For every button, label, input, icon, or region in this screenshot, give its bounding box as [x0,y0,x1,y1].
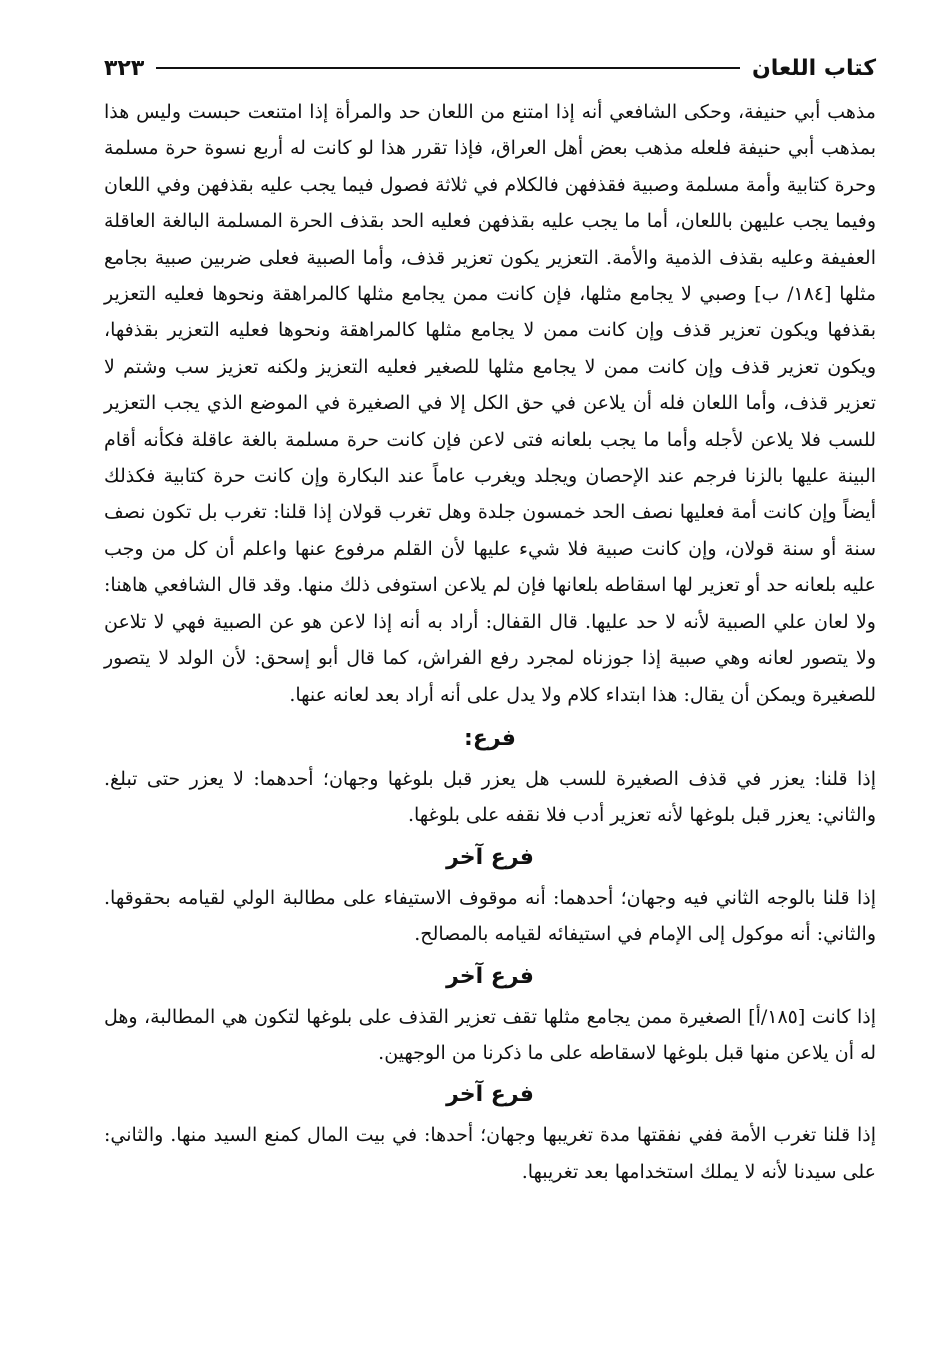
running-header [104,48,876,88]
branch-text-4: إذا قلنا تغرب الأمة ففي نفقتها مدة تغريبها وجهان؛ أحدها: في بيت المال كمنع السيد منها. والثاني: على سيدنا لأنه لا يملك استخدامها بعد تغريبها. [104,1124,876,1183]
branch-text-2: إذا قلنا بالوجه الثاني فيه وجهان؛ أحدهما: أنه موقوف الاستيفاء على مطالبة الولي لقيامه بحقوقها. والثاني: أنه موكول إلى الإمام في استيفائه لقيامه بالمصالح. [104,886,876,946]
main-paragraph: مذهب أبي حنيفة، وحكى الشافعي أنه إذا امتنع من اللعان حد والمرأة إذا امتنعت حبست وليس هذا بمذهب أبي حنيفة فلعله مذهب بعض أهل العراق، فإذا تقرر هذا لو كانت له أربع نسوة حرة مسلمة وحرة كتابية وأمة مسلمة وصبية فقذفهن فالكلام في ثلاثة فصول فيما يجب عليه بقذفهن وفي اللعان وفيما يجب عليهن باللعان، أما ما يجب عليه بقذفهن فعليه الحد بقذف الحرة المسلمة البالغة العاقلة العفيفة وعليه بقذف الذمية والأمة. التعزير يكون تعزير قذف، وأما الصبية فعلى ضربين صبية بجامع مثلها [١٨٤/ ب] وصبي لا يجامع مثلها، فإن كانت ممن يجامع مثلها كالمراهقة ونحوها فعليه التعزير بقذفها ويكون تعزير قذف وإن كانت ممن لا يجامع مثلها كالمراهقة ونحوها فعليه التعزير بقذفها، ويكون تعزير قذف وإن كانت ممن لا يجامع مثلها للصغير فعليه التعزيز ولكنه تعزيز سب وشتم لا تعزير قذف، وأما اللعان فله أن يلاعن في حق الكل إلا في الصغيرة في الموضع الذي يجب التعزير للسب فلا يلاعن لأجله وأما ما يجب بلعانه فتى لاعن فإن كانت حرة مسلمة بالغة عاقلة فكأنه أقام البينة عليها بالزنا فرجم عند الإحصان ويجلد ويغرب عاماً عند البكارة وإن كانت حرة كتابية فكذلك أيضاً وإن كانت أمة فعليها نصف الحد خمسون جلدة وهل تغرب قولان إذا قلنا: تغرب بل تكون نصف سنة أو سنة قولان، وإن كانت صبية فلا شيء عليها لأن القلم مرفوع عنها واعلم أن كل من وجب عليه بلعانه حد أو تعزير لها اسقاطه بلعانها فإن لم يلاعن استوفى ذلك منها. وقد قال الشافعي هاهنا: ولا لعان علي الصبية لأنه لا حد عليها. قال القفال: أراد به أنه إذا لاعن هو عن الصبية فهي لا تلاعن ولا يتصور لعانه وهي صبية إذا جوزناه لمجرد رفع الفراش، كما قال أبو إسحق: لأن الولد لا يتصور للصغيرة ويمكن أن يقال: هذا ابتداء كلام ولا يدل على أنه أراد بعد لعانه عنها. [104,101,876,706]
header-rule [156,67,740,69]
branch-heading-3: فرع آخر [446,963,534,989]
branch-heading-4: فرع آخر [446,1082,534,1108]
book-title: كتاب اللعان [751,55,876,81]
branch-text-1: إذا قلنا: يعزر في قذف الصغيرة للسب هل يعزر قبل بلوغها وجهان؛ أحدهما: لا يعزر حتى تبلغ. والثاني: يعزر قبل بلوغها لأنه تعزير أدب فلا نقفه على بلوغها. [104,767,876,827]
branch-heading-1: فرع: [464,725,516,751]
page-number: ٣٢٣ [104,55,145,81]
branch-text-3: إذا كانت [١٨٥/أ] الصغيرة ممن يجامع مثلها تقف تعزير القذف على بلوغها لتكون هي المطالبة، وهل له أن يلاعن منها قبل بلوغها لاسقاطه على ما ذكرنا من الوجهين. [104,1005,876,1064]
branch-heading-2: فرع آخر [446,844,534,870]
book-page [104,48,876,1348]
